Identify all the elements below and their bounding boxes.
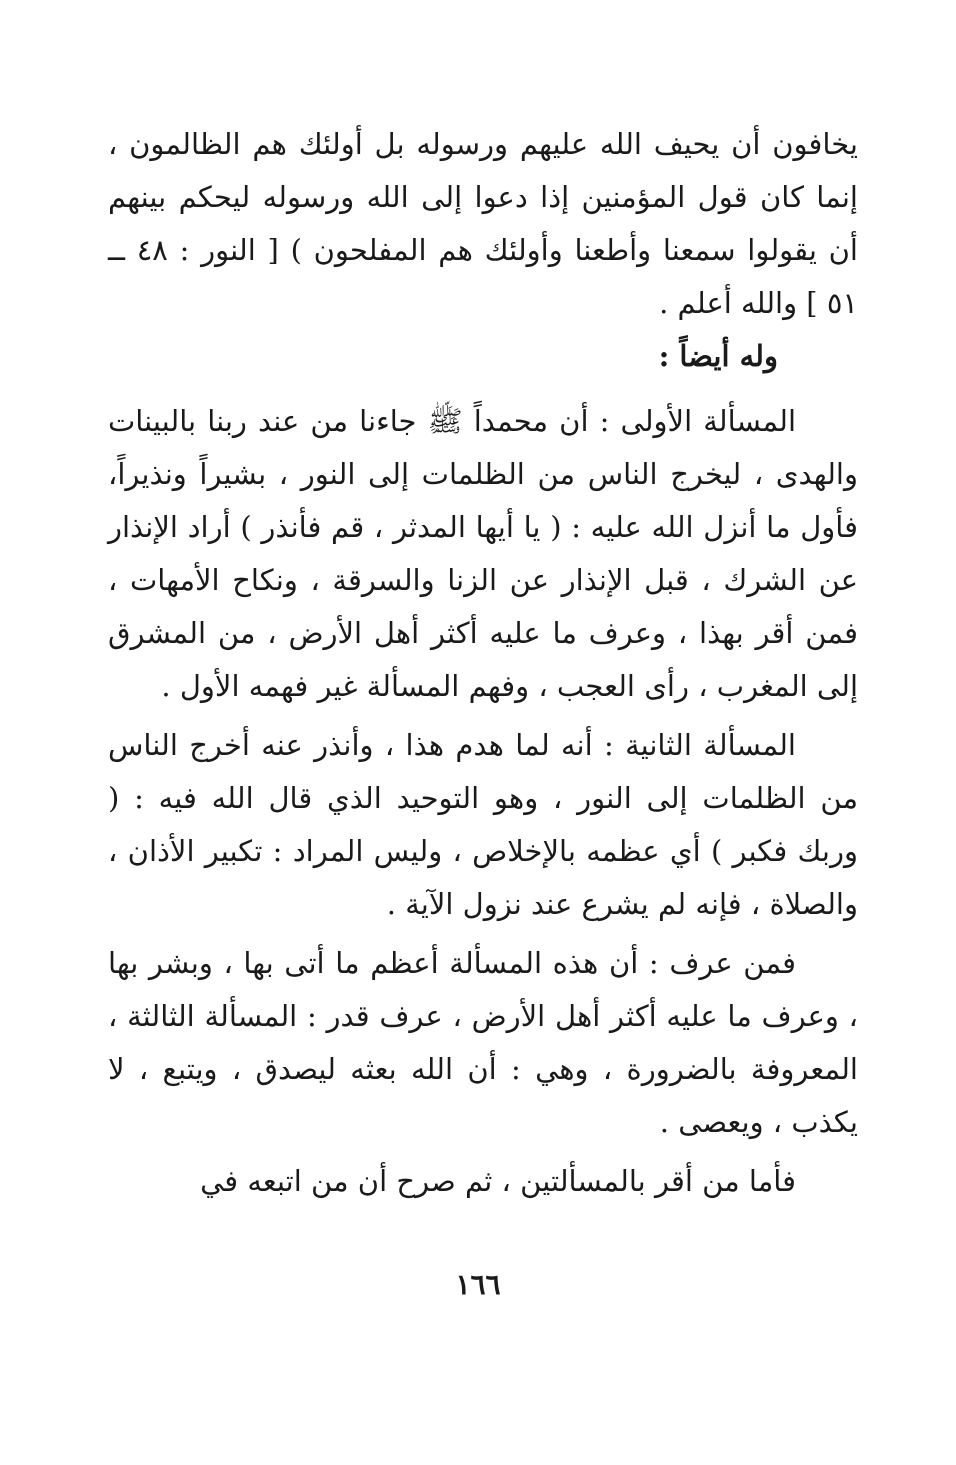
paragraph-first-issue: المسألة الأولى : أن محمداً ﷺ جاءنا من عند ربنا بالبينات والهدى ، ليخرج الناس من الظلمات إلى النور ، بشيراً ونذيراً، فأول ما أنزل الله عليه : ( يا أيها المدثر ، قم فأنذر ) أراد الإنذار عن الشرك ، قبل الإنذار عن الزنا والسرقة ، ونكاح الأمهات ، فمن أقر بهذا ، وعرف ما عليه أكثر أهل الأرض ، من المشرق إلى المغرب ، رأى العجب ، وفهم المسألة غير فهمه الأول . bbox=[108, 404, 858, 703]
paragraph-closing: فأما من أقر بالمسألتين ، ثم صرح أن من اتبعه في bbox=[200, 1164, 796, 1198]
paragraph-second-issue: المسألة الثانية : أنه لما هدم هذا ، وأنذر عنه أخرج الناس من الظلمات إلى النور ، وهو التوحيد الذي قال الله فيه : ( وربك فكبر ) أي عظمه بالإخلاص ، وليس المراد : تكبير الأذان ، والصلاة ، فإنه لم يشرع عند نزول الآية . bbox=[108, 728, 858, 921]
page-number: ١٦٦ bbox=[455, 1268, 501, 1301]
paragraph-third-issue: فمن عرف : أن هذه المسألة أعظم ما أتى بها ، وبشر بها ، وعرف ما عليه أكثر أهل الأرض ، عرف قدر : المسألة الثالثة ، المعروفة بالضرورة ، وهي : أن الله بعثه ليصدق ، ويتبع ، لا يكذب ، ويعصى . bbox=[108, 946, 858, 1139]
page-body bbox=[108, 118, 858, 1208]
section-heading: وله أيضاً : bbox=[658, 339, 778, 373]
paragraph-continuation: يخافون أن يحيف الله عليهم ورسوله بل أولئك هم الظالمون ، إنما كان قول المؤمنين إذا دعوا إلى الله ورسوله ليحكم بينهم أن يقولوا سمعنا وأطعنا وأولئك هم المفلحون ) [ النور : ٤٨ ــ ٥١ ] والله أعلم . bbox=[108, 127, 858, 320]
